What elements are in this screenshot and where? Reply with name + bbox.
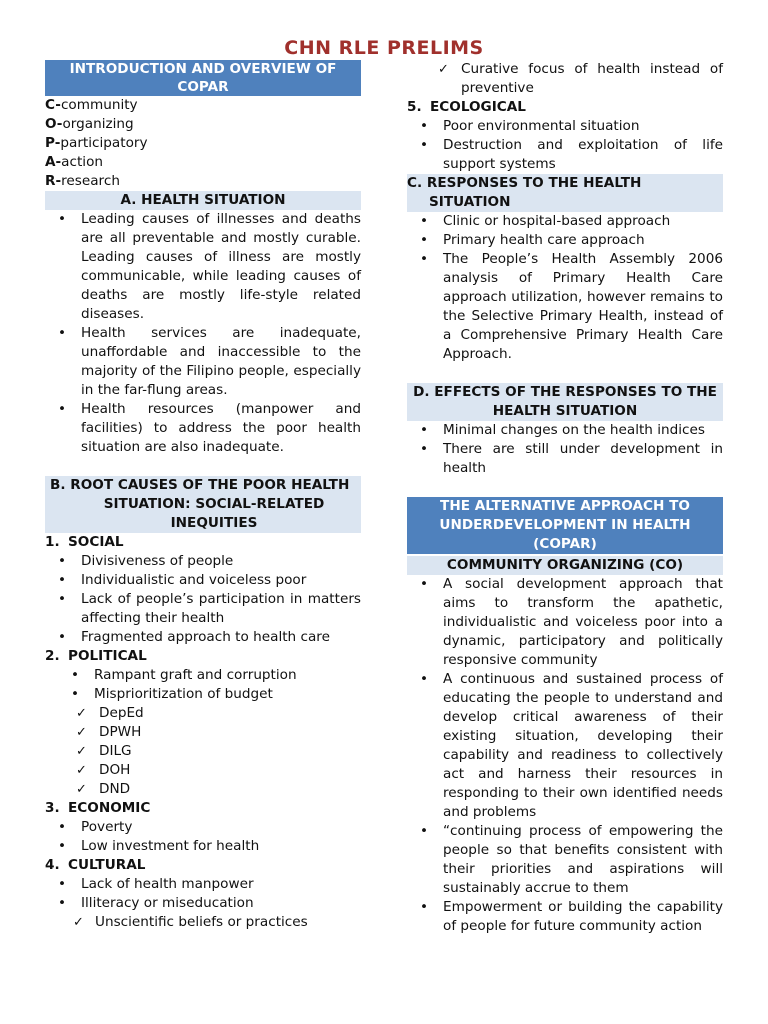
section-b-header: B. ROOT CAUSES OF THE POOR HEALTH SITUATION: SOCIAL-RELATED INEQUITIES (45, 476, 361, 533)
ecological-list (407, 117, 723, 174)
check-item: ✓ Unscientific beliefs or practices (45, 913, 361, 932)
list-item: • Illiteracy or miseducation (45, 894, 361, 913)
section-c-header: C. RESPONSES TO THE HEALTH SITUATION (407, 174, 723, 212)
list-item: • Primary health care approach (407, 231, 723, 250)
page-title: CHN RLE PRELIMS (284, 37, 484, 59)
community-organizing-list (407, 575, 723, 936)
section-a-header: A. HEALTH SITUATION (45, 191, 361, 210)
list-item: • A social development approach that aims to transform the apathetic, individualistic and voiceless poor into a dynamic, participatory and politically responsive community (407, 575, 723, 670)
political-heading: 2. POLITICAL (45, 648, 147, 664)
list-item: • Rampant graft and corruption (45, 666, 361, 685)
list-item: • Clinic or hospital-based approach (407, 212, 723, 231)
cultural-list (45, 875, 361, 932)
list-item: • Low investment for health (45, 837, 361, 856)
check-item: ✓ Curative focus of health instead of preventive (407, 60, 723, 98)
check-item: ✓ DND (45, 780, 361, 799)
acronym-row: R-research (45, 173, 120, 189)
list-item: • Poor environmental situation (407, 117, 723, 136)
list-item: • Individualistic and voiceless poor (45, 571, 361, 590)
social-list (45, 552, 361, 647)
list-item: • Destruction and exploitation of life support systems (407, 136, 723, 174)
list-item: • Lack of people’s participation in matters affecting their health (45, 590, 361, 628)
top-check-list (407, 60, 723, 98)
cultural-heading: 4. CULTURAL (45, 857, 146, 873)
left-column (45, 60, 361, 932)
economic-list (45, 818, 361, 856)
list-item: • Divisiveness of people (45, 552, 361, 571)
political-list (45, 666, 361, 799)
check-item: ✓ DILG (45, 742, 361, 761)
economic-heading: 3. ECONOMIC (45, 800, 151, 816)
section-d-header: D. EFFECTS OF THE RESPONSES TO THE HEALTH SITUATION (407, 383, 723, 421)
check-item: ✓ DepEd (45, 704, 361, 723)
section-c-list (407, 212, 723, 364)
list-item: • Health services are inadequate, unaffordable and inaccessible to the majority of the Filipino people, especially in the far-flung areas. (45, 324, 361, 400)
copar-acronym (45, 96, 361, 191)
list-item: • Fragmented approach to health care (45, 628, 361, 647)
list-item: • Minimal changes on the health indices (407, 421, 723, 440)
right-column (407, 60, 723, 936)
check-item: ✓ DPWH (45, 723, 361, 742)
list-item: • Leading causes of illnesses and deaths are all preventable and mostly curable. Leading causes of illness are mostly communicable, while leading causes of deaths are mostly life-style related diseases. (45, 210, 361, 324)
alternative-approach-header: THE ALTERNATIVE APPROACH TO UNDERDEVELOPMENT IN HEALTH (COPAR) (407, 497, 723, 554)
community-organizing-header: COMMUNITY ORGANIZING (CO) (407, 556, 723, 575)
list-item: • Health resources (manpower and facilities) to address the poor health situation are also inadequate. (45, 400, 361, 457)
acronym-row: A-action (45, 154, 104, 170)
ecological-heading: 5. ECOLOGICAL (407, 99, 526, 115)
list-item: • There are still under development in health (407, 440, 723, 478)
list-item: • Lack of health manpower (45, 875, 361, 894)
list-item: • A continuous and sustained process of educating the people to understand and develop critical awareness of their existing situation, developing their capability and readiness to collectively act and harness their resources in responding to their own identified needs and problems (407, 670, 723, 822)
check-item: ✓ DOH (45, 761, 361, 780)
section-a-list (45, 210, 361, 457)
intro-header: INTRODUCTION AND OVERVIEW OF COPAR (45, 60, 361, 96)
list-item: • “continuing process of empowering the people so that benefits consistent with their priorities and aspirations will sustainably accrue to them (407, 822, 723, 898)
acronym-row: C-community (45, 97, 138, 113)
social-heading: 1. SOCIAL (45, 534, 124, 550)
list-item: • The People’s Health Assembly 2006 analysis of Primary Health Care approach utilization, however remains to the Selective Primary Health, instead of a Comprehensive Primary Health Care Approach. (407, 250, 723, 364)
list-item: • Empowerment or building the capability of people for future community action (407, 898, 723, 936)
list-item: • Poverty (45, 818, 361, 837)
acronym-row: O-organizing (45, 116, 134, 132)
section-d-list (407, 421, 723, 478)
list-item: • Misprioritization of budget (45, 685, 361, 704)
acronym-row: P-participatory (45, 135, 148, 151)
